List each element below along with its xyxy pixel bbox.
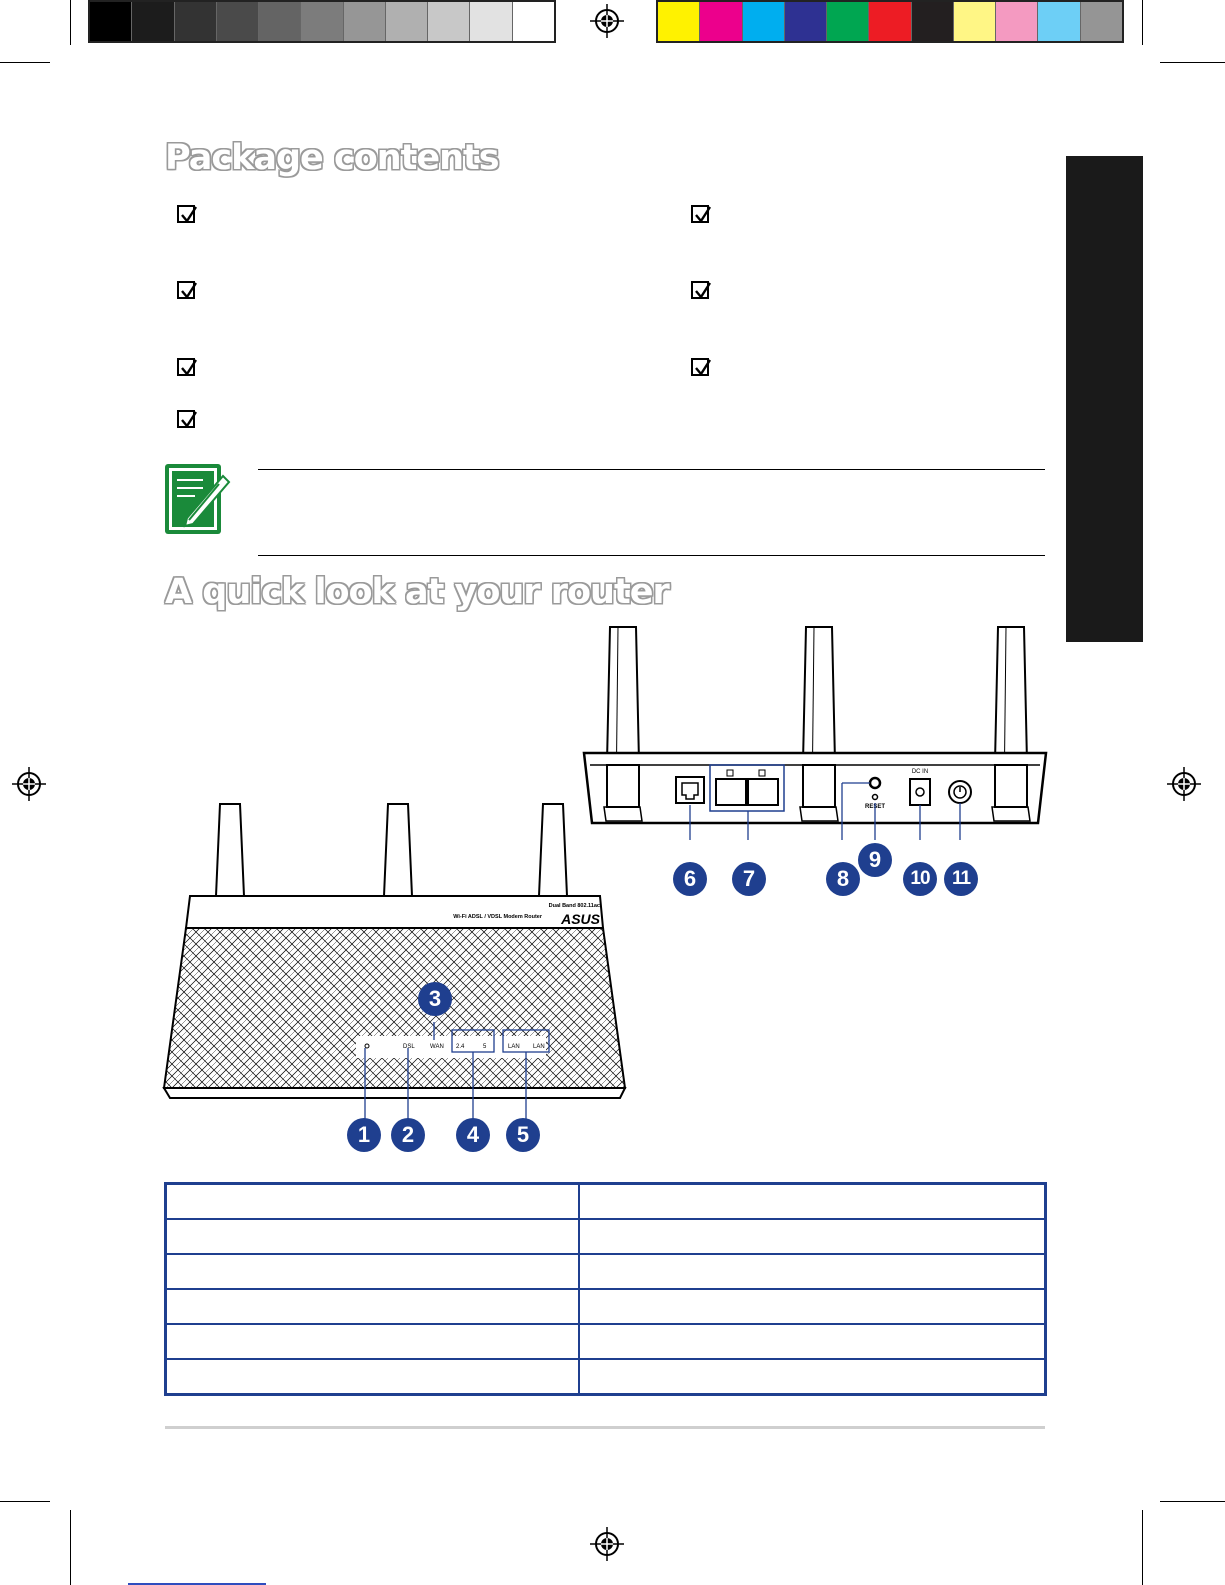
calibration-swatch [658, 2, 700, 41]
calibration-swatch [301, 2, 343, 41]
calibration-swatch [132, 2, 174, 41]
checkbox-icon [177, 281, 195, 299]
calibration-swatch [90, 2, 132, 41]
checkbox-icon [691, 358, 709, 376]
callout-badge: 8 [826, 862, 860, 896]
calibration-swatch [785, 2, 827, 41]
table-cell [166, 1359, 580, 1395]
grayscale-calibration-bar [88, 0, 556, 43]
crop-mark [70, 0, 71, 45]
router-model-line2: Wi-Fi ADSL / VDSL Modem Router [453, 914, 542, 920]
calibration-swatch [259, 2, 301, 41]
calibration-swatch [700, 2, 742, 41]
router-model-line1: Dual Band 802.11ac [548, 903, 600, 909]
crop-mark [1160, 62, 1225, 63]
registration-mark-icon [590, 4, 624, 38]
calibration-swatch [513, 2, 554, 41]
table-cell [166, 1254, 580, 1289]
callout-badge: 7 [732, 862, 766, 896]
calibration-swatch [912, 2, 954, 41]
calibration-swatch [386, 2, 428, 41]
table-row [166, 1324, 1046, 1359]
table-cell [166, 1219, 580, 1254]
crop-mark [1160, 1501, 1225, 1502]
package-contents-heading: Package contents [165, 138, 499, 178]
crop-mark [1142, 0, 1143, 45]
table-row [166, 1254, 1046, 1289]
callout-badge: 4 [456, 1118, 490, 1152]
table-row [166, 1289, 1046, 1324]
calibration-swatch [869, 2, 911, 41]
crop-mark [1142, 1510, 1143, 1585]
registration-mark-icon [12, 767, 46, 801]
note-rule-top [258, 469, 1045, 470]
table-cell [579, 1324, 1046, 1359]
router-front-illustration [160, 800, 635, 1120]
calibration-swatch [428, 2, 470, 41]
note-pencil-icon [163, 462, 231, 538]
table-cell [579, 1359, 1046, 1395]
calibration-swatch [344, 2, 386, 41]
table-row [166, 1219, 1046, 1254]
table-cell [166, 1184, 580, 1220]
checkbox-icon [691, 281, 709, 299]
crop-mark [0, 1501, 50, 1502]
table-row [166, 1184, 1046, 1220]
table-cell [579, 1289, 1046, 1324]
table-cell [166, 1289, 580, 1324]
calibration-swatch [217, 2, 259, 41]
callout-badge: 1 [347, 1118, 381, 1152]
calibration-swatch [1038, 2, 1080, 41]
calibration-swatch [470, 2, 512, 41]
svg-text:LAN: LAN [533, 1044, 545, 1050]
callout-badge: 3 [418, 982, 452, 1016]
table-cell [579, 1254, 1046, 1289]
calibration-swatch [743, 2, 785, 41]
calibration-swatch [954, 2, 996, 41]
registration-mark-icon [590, 1527, 624, 1561]
checkbox-icon [177, 205, 195, 223]
reset-label: RESET [864, 804, 886, 810]
table-row [166, 1359, 1046, 1395]
table-cell [579, 1184, 1046, 1220]
callout-badge: 11 [944, 862, 978, 896]
footer-rule [165, 1426, 1045, 1429]
asus-logo: ASUS [561, 911, 600, 927]
svg-text:DC IN: DC IN [911, 769, 929, 775]
svg-text:5: 5 [483, 1044, 487, 1050]
svg-text:DSL: DSL [403, 1044, 415, 1050]
crop-mark [70, 1510, 71, 1585]
svg-text:2.4: 2.4 [456, 1044, 465, 1050]
side-language-tab [1066, 156, 1143, 642]
router-back-illustration [580, 625, 1050, 840]
calibration-swatch [1081, 2, 1122, 41]
table-cell [166, 1324, 580, 1359]
calibration-swatch [175, 2, 217, 41]
svg-text:LAN: LAN [508, 1044, 520, 1050]
callout-badge: 9 [858, 843, 892, 877]
crop-mark [0, 62, 50, 63]
callout-badge: 10 [903, 862, 937, 896]
color-calibration-bar [656, 0, 1124, 43]
callout-badge: 6 [673, 862, 707, 896]
callout-badge: 2 [391, 1118, 425, 1152]
note-rule-bottom [258, 555, 1045, 556]
checkbox-icon [177, 410, 195, 428]
calibration-swatch [996, 2, 1038, 41]
calibration-swatch [827, 2, 869, 41]
table-cell [579, 1219, 1046, 1254]
parts-table [164, 1182, 1047, 1396]
checkbox-icon [691, 205, 709, 223]
svg-text:WAN: WAN [430, 1044, 444, 1050]
checkbox-icon [177, 358, 195, 376]
callout-badge: 5 [506, 1118, 540, 1152]
registration-mark-icon [1167, 767, 1201, 801]
quick-look-heading: A quick look at your router [165, 572, 669, 612]
